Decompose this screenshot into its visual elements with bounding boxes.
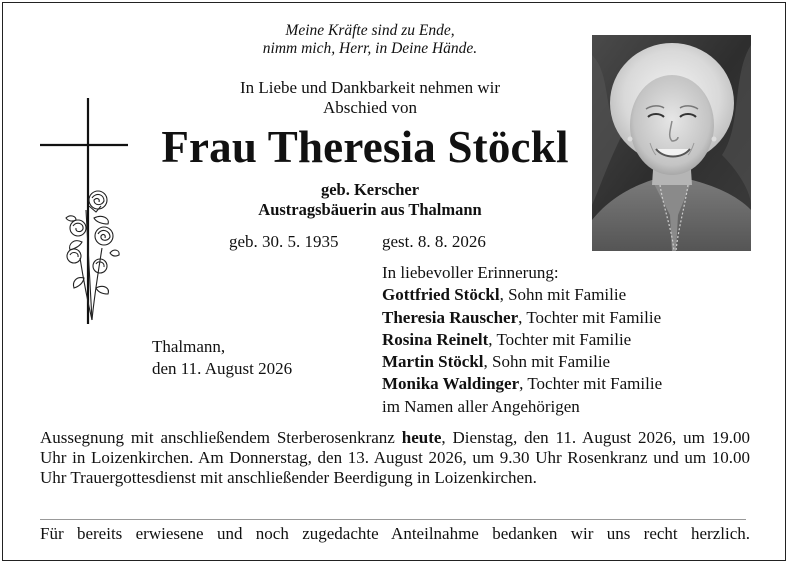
list-item <box>382 307 662 329</box>
service-info <box>40 428 750 488</box>
portrait-photo <box>592 35 751 251</box>
mourners-heading: In liebevoller Erinnerung: <box>382 263 559 282</box>
list-item <box>382 373 662 395</box>
motto-line-1: Meine Kräfte sind zu Ende, <box>285 22 455 39</box>
place: Thalmann, <box>152 337 226 356</box>
notice-date: den 11. August 2026 <box>152 359 293 378</box>
divider <box>40 519 746 520</box>
mourner-relation: , Sohn mit Familie <box>499 285 627 305</box>
mourner-relation: , Tochter mit Familie <box>518 307 662 327</box>
mourners-closing: im Namen aller Angehörigen <box>382 396 580 416</box>
place-date <box>152 336 292 380</box>
list-item <box>382 284 662 306</box>
maiden-name: geb. Kerscher <box>320 180 420 199</box>
mourner-relation: , Sohn mit Familie <box>483 352 611 372</box>
deceased-name: Frau Theresia Stöckl <box>161 122 569 172</box>
rose-icon <box>66 191 119 320</box>
intro-line-1: In Liebe und Dankbarkeit nehmen wir <box>239 78 501 97</box>
mourner-name: Martin Stöckl <box>382 352 484 372</box>
motto <box>200 22 540 58</box>
intro-line-2: Abschied von <box>323 98 417 117</box>
mourners-list <box>382 262 662 418</box>
birth-date: geb. 30. 5. 1935 <box>229 232 339 251</box>
deceased-description: Austragsbäuerin aus Thalmann <box>258 200 482 219</box>
service-text-1: Aussegnung mit anschließendem Sterberosenkranz <box>40 428 402 447</box>
mourner-name: Theresia Rauscher <box>382 307 519 327</box>
list-item <box>382 351 662 373</box>
mourner-name: Rosina Reinelt <box>382 329 489 349</box>
service-highlight: heute <box>401 428 442 447</box>
mourner-name: Monika Waldinger <box>382 374 520 394</box>
thanks-text: Für bereits erwiesene und noch zugedachte Anteilnahme bedanken wir uns recht herzlich. <box>40 524 750 543</box>
mourner-name: Gottfried Stöckl <box>382 285 500 305</box>
deceased-details <box>190 180 550 220</box>
death-date: gest. 8. 8. 2026 <box>382 232 486 251</box>
cross-icon <box>40 98 130 333</box>
motto-line-2: nimm mich, Herr, in Deine Hände. <box>262 40 478 57</box>
service-text-2: , Dienstag, den 11. August 2026, um 19.00 Uhr in Loizenkirchen. Am Donnerstag, den 13. August 2026, um 9.30 Uhr Rosenkranz und um 10.00 Uhr Trauergottesdienst mit anschließender Beerdigung in Loizenkirchen. <box>40 428 750 487</box>
list-item <box>382 329 662 351</box>
intro-text <box>180 78 560 118</box>
mourner-relation: , Tochter mit Familie <box>488 329 632 349</box>
mourner-relation: , Tochter mit Familie <box>519 374 663 394</box>
